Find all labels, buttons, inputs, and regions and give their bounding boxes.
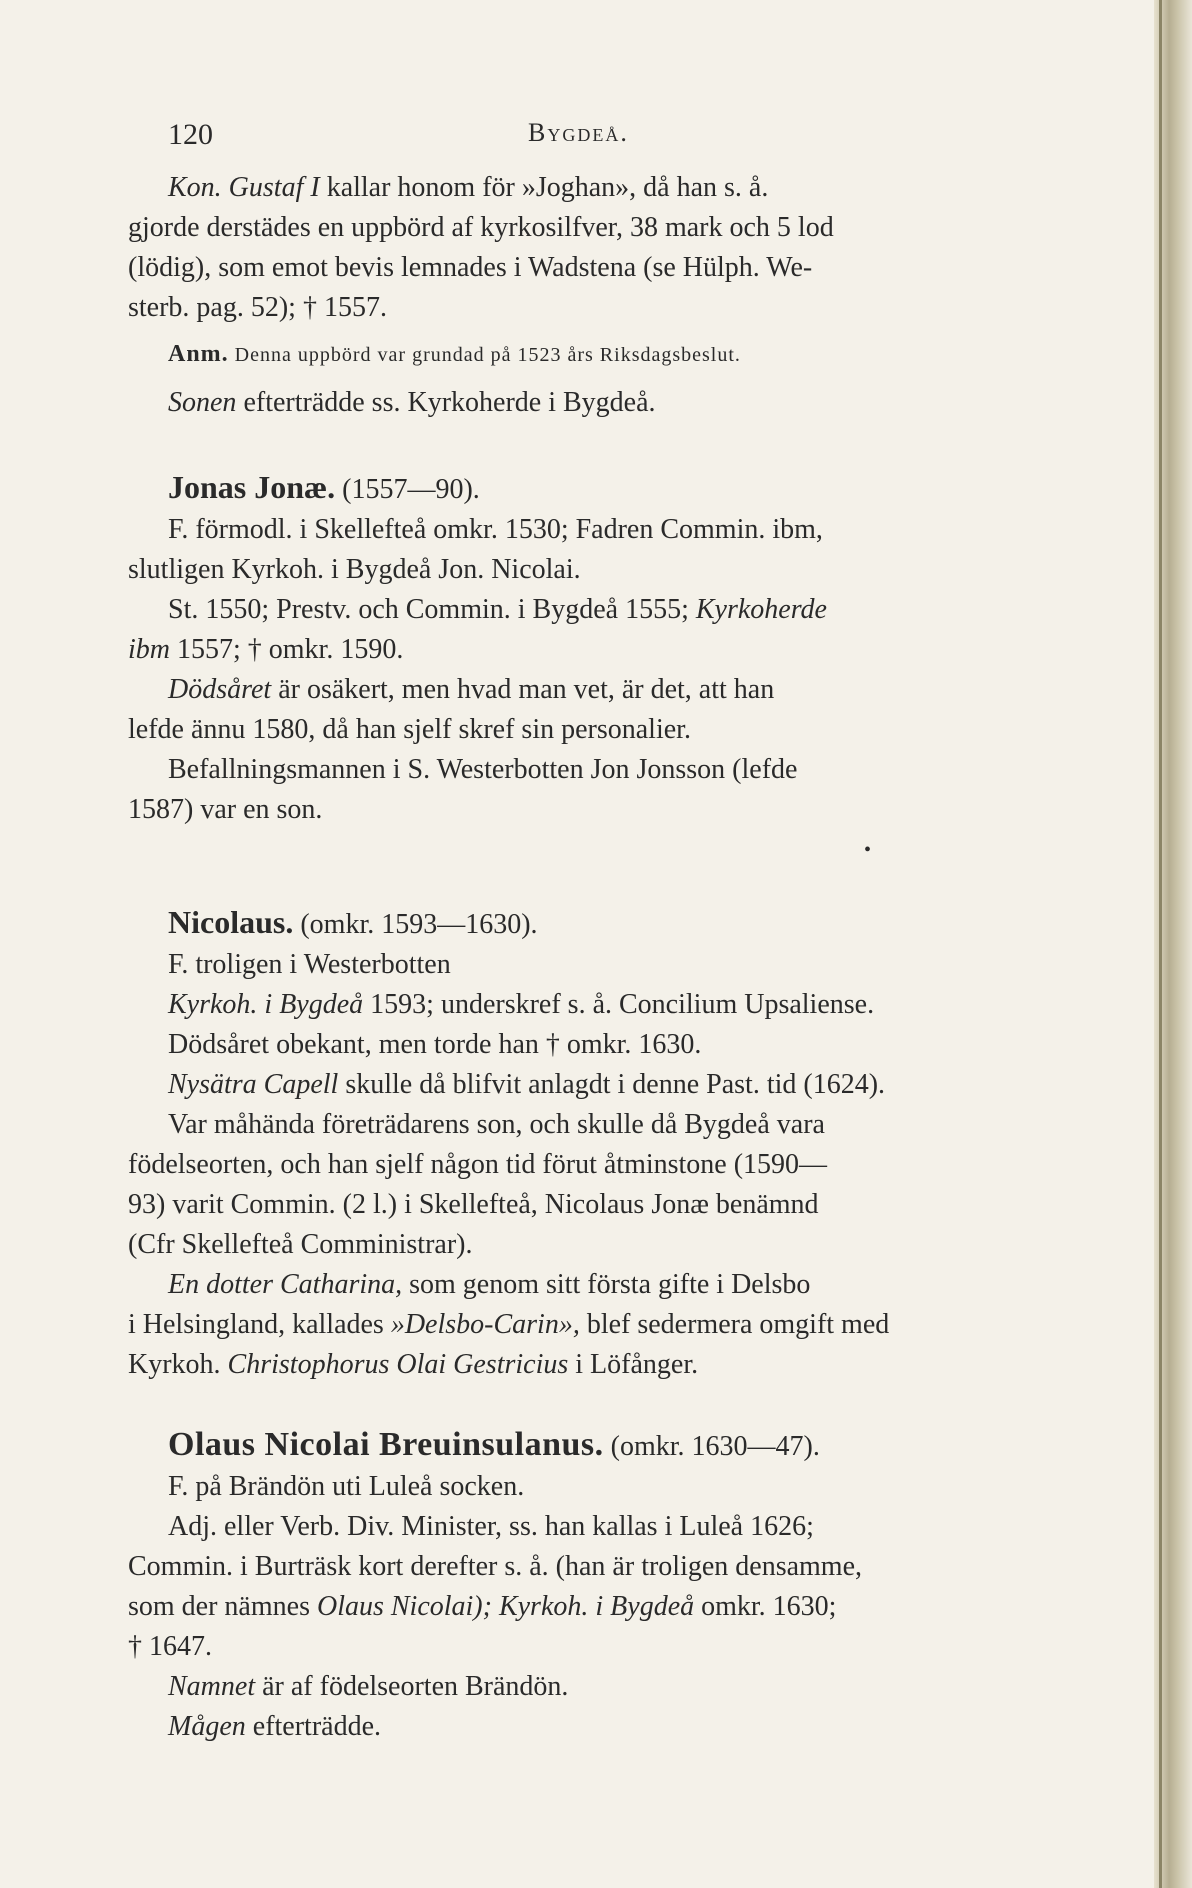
nicolaus-line-2-italic: Kyrkoh. i Bygdeå	[168, 989, 364, 1020]
nicolaus-daughter-paragraph	[128, 1265, 1058, 1385]
olaus-paragraph	[128, 1507, 1058, 1667]
nicolaus-line-8: (Cfr Skellefteå Comministrar).	[128, 1229, 473, 1260]
nicolaus-line-4-p	[128, 1065, 1058, 1105]
nicolaus-line-11-italic: Christophorus Olai Gestricius	[227, 1349, 569, 1380]
sonen-label: Sonen	[168, 387, 237, 418]
jonas-line-6: lefde ännu 1580, då han sjelf skref sin personalier.	[128, 714, 691, 745]
olaus-dates: (omkr. 1630—47).	[603, 1431, 820, 1462]
nicolaus-line-1: F. troligen i Westerbotten	[168, 949, 451, 980]
jonas-line-3: St. 1550; Prestv. och Commin. i Bygdeå 1555;	[168, 594, 696, 625]
nicolaus-heading	[128, 902, 1058, 945]
jonas-line-7: Befallningsmannen i S. Westerbotten Jon Jonsson (lefde	[168, 754, 798, 785]
sonen-paragraph	[128, 383, 1058, 423]
gustaf-line-1: kallar honom för »Joghan», då han s. å.	[319, 172, 769, 203]
nicolaus-line-9-italic: En dotter Catharina,	[168, 1269, 403, 1300]
jonas-heading	[128, 467, 1058, 510]
olaus-line-7-italic: Mågen	[168, 1711, 246, 1742]
nicolaus-dates: (omkr. 1593—1630).	[293, 909, 538, 940]
running-title: Bygdeå.	[528, 118, 629, 147]
gustaf-paragraph	[128, 168, 1058, 328]
nicolaus-line-2: 1593; underskref s. å. Concilium Upsaliense.	[363, 989, 875, 1020]
nicolaus-line-4-italic: Nysätra Capell	[168, 1069, 339, 1100]
nicolaus-line-10a: i Helsingland, kallades	[128, 1309, 391, 1340]
jonas-paragraph	[128, 510, 1058, 590]
nicolaus-line-7: 93) varit Commin. (2 l.) i Skellefteå, Nicolaus Jonæ benämnd	[128, 1189, 819, 1220]
olaus-line-1-p	[128, 1467, 1058, 1507]
jonas-line-3-italic: Kyrkoherde	[695, 594, 827, 625]
olaus-line-7: efterträdde.	[245, 1711, 382, 1742]
sonen-text: efterträdde ss. Kyrkoherde i Bygdeå.	[236, 387, 656, 418]
nicolaus-line-6: födelseorten, och han sjelf någon tid förut åtminstone (1590—	[128, 1149, 828, 1180]
page-edge-line	[1159, 0, 1162, 1888]
olaus-line-4-italic: Olaus Nicolai); Kyrkoh. i Bygdeå	[316, 1591, 695, 1622]
nicolaus-line-1-p	[128, 945, 1058, 985]
note-label: Anm.	[168, 341, 229, 367]
olaus-line-5: † 1647.	[128, 1631, 212, 1662]
stray-mark: •	[864, 839, 872, 861]
page-body	[128, 168, 1058, 1747]
jonas-name: Jonas Jonæ.	[168, 469, 336, 505]
nicolaus-line-3-p	[128, 1025, 1058, 1065]
jonas-line-2: slutligen Kyrkoh. i Bygdeå Jon. Nicolai.	[128, 554, 581, 585]
jonas-dates: (1557—90).	[335, 474, 480, 505]
jonas-line-4-italic: ibm	[128, 634, 170, 665]
page-number: 120	[168, 118, 213, 151]
jonas-paragraph-2	[128, 590, 1058, 670]
nicolaus-line-10-italic: »Delsbo-Carin»,	[390, 1309, 580, 1340]
olaus-line-3: Commin. i Burträsk kort derefter s. å. (han är troligen densamme,	[128, 1551, 863, 1582]
olaus-line-7-p	[128, 1707, 1058, 1747]
jonas-line-1: F. förmodl. i Skellefteå omkr. 1530; Fadren Commin. ibm,	[168, 514, 823, 545]
nicolaus-line-10b: blef sedermera omgift med	[579, 1309, 890, 1340]
gustaf-line-3: (lödig), som emot bevis lemnades i Wadstena (se Hülph. We-	[128, 252, 813, 283]
jonas-line-5: är osäkert, men hvad man vet, är det, att han	[271, 674, 775, 705]
note-text: Denna uppbörd var grundad på 1523 års Riksdagsbeslut.	[234, 344, 741, 366]
olaus-line-4a: som der nämnes	[128, 1591, 317, 1622]
nicolaus-line-9: som genom sitt första gifte i Delsbo	[402, 1269, 811, 1300]
jonas-line-8: 1587) var en son.	[128, 794, 323, 825]
nicolaus-line-5: Var måhända företrädarens son, och skulle då Bygdeå vara	[168, 1109, 825, 1140]
nicolaus-line-11a: Kyrkoh.	[128, 1349, 228, 1380]
jonas-paragraph-4	[128, 750, 1058, 830]
nicolaus-line-4: skulle då blifvit anlagdt i denne Past. tid (1624).	[338, 1069, 886, 1100]
nicolaus-line-3: Dödsåret obekant, men torde han † omkr. 1630.	[168, 1029, 702, 1060]
jonas-line-5-italic: Dödsåret	[168, 674, 272, 705]
nicolaus-line-2-p	[128, 985, 1058, 1025]
olaus-line-4b: omkr. 1630;	[694, 1591, 837, 1622]
gustaf-line-4: sterb. pag. 52); † 1557.	[128, 292, 387, 323]
olaus-name: Olaus Nicolai Breuinsulanus.	[168, 1426, 604, 1463]
olaus-heading	[128, 1425, 1058, 1467]
olaus-line-6-italic: Namnet	[168, 1671, 256, 1702]
olaus-line-1: F. på Brändön uti Luleå socken.	[168, 1471, 525, 1502]
jonas-paragraph-3	[128, 670, 1058, 750]
olaus-line-6: är af födelseorten Brändön.	[255, 1671, 569, 1702]
jonas-line-4: 1557; † omkr. 1590.	[170, 634, 404, 665]
nicolaus-paragraph	[128, 1105, 1058, 1265]
nicolaus-name: Nicolaus.	[168, 904, 294, 940]
gustaf-intro: Kon. Gustaf I	[168, 172, 320, 203]
gustaf-line-2: gjorde derstädes en uppbörd af kyrkosilfver, 38 mark och 5 lod	[128, 212, 834, 243]
annotation-note	[128, 334, 1058, 375]
nicolaus-line-11b: i Löfånger.	[568, 1349, 699, 1380]
olaus-line-2: Adj. eller Verb. Div. Minister, ss. han kallas i Luleå 1626;	[168, 1511, 814, 1542]
olaus-line-6-p	[128, 1667, 1058, 1707]
page-header	[168, 118, 688, 158]
